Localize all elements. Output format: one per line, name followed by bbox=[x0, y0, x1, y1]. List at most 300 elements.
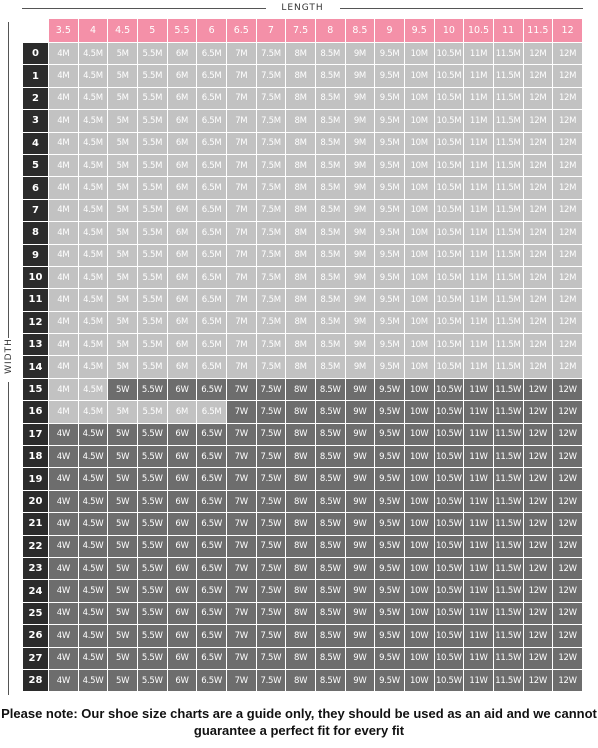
size-cell: 7.5W bbox=[256, 580, 286, 602]
size-cell: 6.5W bbox=[197, 602, 227, 624]
size-cell: 10M bbox=[404, 132, 434, 154]
size-cell: 4.5W bbox=[78, 468, 108, 490]
size-cell: 7.5M bbox=[256, 334, 286, 356]
size-cell: 8M bbox=[286, 154, 316, 176]
size-cell: 5W bbox=[108, 468, 138, 490]
size-cell: 5.5W bbox=[137, 490, 167, 512]
size-cell: 8W bbox=[286, 669, 316, 691]
size-cell: 11W bbox=[464, 468, 494, 490]
size-cell: 7.5M bbox=[256, 154, 286, 176]
size-cell: 8.5W bbox=[315, 401, 345, 423]
size-cell: 6.5W bbox=[197, 513, 227, 535]
size-cell: 12W bbox=[523, 423, 553, 445]
size-cell: 10W bbox=[404, 557, 434, 579]
size-cell: 5W bbox=[108, 669, 138, 691]
size-cell: 5M bbox=[108, 289, 138, 311]
size-cell: 7M bbox=[226, 289, 256, 311]
size-cell: 12W bbox=[523, 669, 553, 691]
size-cell: 11.5W bbox=[493, 446, 523, 468]
size-cell: 4M bbox=[49, 132, 79, 154]
size-cell: 6M bbox=[167, 199, 197, 221]
size-cell: 7.5M bbox=[256, 311, 286, 333]
size-cell: 10W bbox=[404, 401, 434, 423]
size-cell: 12W bbox=[523, 401, 553, 423]
size-cell: 6M bbox=[167, 289, 197, 311]
size-cell: 4.5M bbox=[78, 65, 108, 87]
size-cell: 8M bbox=[286, 199, 316, 221]
length-header-cell: 6.5 bbox=[226, 19, 256, 43]
size-cell: 9.5W bbox=[375, 647, 405, 669]
size-cell: 4W bbox=[49, 423, 79, 445]
size-cell: 9.5M bbox=[375, 132, 405, 154]
size-cell: 12W bbox=[523, 557, 553, 579]
size-cell: 11.5M bbox=[493, 244, 523, 266]
size-cell: 6M bbox=[167, 401, 197, 423]
size-cell: 6M bbox=[167, 65, 197, 87]
table-row bbox=[23, 289, 583, 311]
size-cell: 4W bbox=[49, 535, 79, 557]
size-cell: 10.5M bbox=[434, 110, 464, 132]
size-cell: 8.5M bbox=[315, 177, 345, 199]
size-cell: 7.5M bbox=[256, 43, 286, 65]
size-cell: 11M bbox=[464, 356, 494, 378]
length-header-cell: 9 bbox=[375, 19, 405, 43]
size-cell: 5.5W bbox=[137, 423, 167, 445]
size-cell: 5W bbox=[108, 378, 138, 400]
size-cell: 12M bbox=[553, 311, 583, 333]
size-cell: 8.5M bbox=[315, 356, 345, 378]
size-cell: 9.5W bbox=[375, 602, 405, 624]
size-cell: 11.5W bbox=[493, 647, 523, 669]
size-cell: 12W bbox=[523, 580, 553, 602]
size-cell: 10.5M bbox=[434, 43, 464, 65]
size-cell: 9M bbox=[345, 177, 375, 199]
table-row bbox=[23, 423, 583, 445]
size-cell: 9W bbox=[345, 580, 375, 602]
size-cell: 4W bbox=[49, 557, 79, 579]
size-cell: 8M bbox=[286, 334, 316, 356]
size-cell: 5.5M bbox=[137, 334, 167, 356]
table-row bbox=[23, 244, 583, 266]
size-cell: 12W bbox=[553, 625, 583, 647]
size-cell: 4W bbox=[49, 468, 79, 490]
length-header-cell: 5 bbox=[137, 19, 167, 43]
size-cell: 11M bbox=[464, 334, 494, 356]
size-cell: 12M bbox=[553, 65, 583, 87]
size-cell: 6W bbox=[167, 602, 197, 624]
size-cell: 5W bbox=[108, 602, 138, 624]
size-cell: 7W bbox=[226, 669, 256, 691]
size-cell: 8W bbox=[286, 602, 316, 624]
width-header-cell: 0 bbox=[23, 43, 49, 65]
size-cell: 9.5W bbox=[375, 580, 405, 602]
size-cell: 5M bbox=[108, 199, 138, 221]
size-cell: 8W bbox=[286, 580, 316, 602]
size-cell: 8W bbox=[286, 535, 316, 557]
size-cell: 4M bbox=[49, 244, 79, 266]
size-cell: 9M bbox=[345, 110, 375, 132]
size-cell: 11.5M bbox=[493, 222, 523, 244]
size-cell: 10M bbox=[404, 266, 434, 288]
size-cell: 6.5M bbox=[197, 289, 227, 311]
size-cell: 5.5M bbox=[137, 311, 167, 333]
size-cell: 7W bbox=[226, 625, 256, 647]
size-cell: 5.5M bbox=[137, 289, 167, 311]
size-cell: 11W bbox=[464, 513, 494, 535]
size-cell: 9.5W bbox=[375, 446, 405, 468]
width-header-cell: 11 bbox=[23, 289, 49, 311]
size-cell: 7.5W bbox=[256, 446, 286, 468]
size-cell: 10W bbox=[404, 423, 434, 445]
size-cell: 9M bbox=[345, 43, 375, 65]
size-cell: 4M bbox=[49, 311, 79, 333]
table-row bbox=[23, 557, 583, 579]
size-cell: 4W bbox=[49, 513, 79, 535]
size-cell: 11M bbox=[464, 43, 494, 65]
size-cell: 7.5M bbox=[256, 132, 286, 154]
size-cell: 6.5W bbox=[197, 490, 227, 512]
length-header-cell: 5.5 bbox=[167, 19, 197, 43]
width-header-cell: 9 bbox=[23, 244, 49, 266]
size-cell: 10.5M bbox=[434, 334, 464, 356]
table-row bbox=[23, 199, 583, 221]
size-cell: 10.5M bbox=[434, 154, 464, 176]
size-cell: 8.5M bbox=[315, 222, 345, 244]
size-cell: 9W bbox=[345, 423, 375, 445]
size-cell: 12W bbox=[553, 535, 583, 557]
size-cell: 4.5W bbox=[78, 580, 108, 602]
table-row bbox=[23, 602, 583, 624]
size-cell: 6W bbox=[167, 468, 197, 490]
size-cell: 7W bbox=[226, 535, 256, 557]
size-cell: 7W bbox=[226, 446, 256, 468]
size-cell: 4.5M bbox=[78, 222, 108, 244]
length-header-cell: 3.5 bbox=[49, 19, 79, 43]
size-cell: 11.5M bbox=[493, 289, 523, 311]
size-cell: 7W bbox=[226, 378, 256, 400]
size-cell: 5W bbox=[108, 490, 138, 512]
size-cell: 8W bbox=[286, 401, 316, 423]
table-row bbox=[23, 535, 583, 557]
size-cell: 4.5W bbox=[78, 423, 108, 445]
width-axis-label: WIDTH bbox=[4, 338, 14, 374]
table-row bbox=[23, 222, 583, 244]
size-cell: 12W bbox=[523, 446, 553, 468]
width-header-cell: 21 bbox=[23, 513, 49, 535]
size-cell: 12M bbox=[553, 356, 583, 378]
size-cell: 12W bbox=[553, 378, 583, 400]
size-cell: 4.5M bbox=[78, 154, 108, 176]
size-cell: 9W bbox=[345, 378, 375, 400]
size-cell: 11W bbox=[464, 647, 494, 669]
size-cell: 4.5M bbox=[78, 110, 108, 132]
size-cell: 10M bbox=[404, 177, 434, 199]
size-cell: 6W bbox=[167, 446, 197, 468]
size-cell: 9W bbox=[345, 669, 375, 691]
size-cell: 5.5M bbox=[137, 266, 167, 288]
length-header-cell: 11 bbox=[493, 19, 523, 43]
size-cell: 5.5W bbox=[137, 378, 167, 400]
size-cell: 4W bbox=[49, 580, 79, 602]
size-cell: 4M bbox=[49, 289, 79, 311]
width-header-cell: 16 bbox=[23, 401, 49, 423]
size-cell: 5.5M bbox=[137, 401, 167, 423]
size-cell: 4W bbox=[49, 625, 79, 647]
width-header-cell: 17 bbox=[23, 423, 49, 445]
size-cell: 4W bbox=[49, 647, 79, 669]
size-cell: 10.5W bbox=[434, 625, 464, 647]
size-cell: 12W bbox=[523, 513, 553, 535]
size-cell: 5.5W bbox=[137, 468, 167, 490]
size-cell: 10M bbox=[404, 87, 434, 109]
size-cell: 6.5M bbox=[197, 65, 227, 87]
size-cell: 6.5W bbox=[197, 669, 227, 691]
size-cell: 5W bbox=[108, 513, 138, 535]
size-cell: 7M bbox=[226, 199, 256, 221]
width-header-cell: 24 bbox=[23, 580, 49, 602]
size-cell: 10.5M bbox=[434, 289, 464, 311]
length-header-cell: 8.5 bbox=[345, 19, 375, 43]
size-cell: 11.5W bbox=[493, 513, 523, 535]
size-cell: 6.5M bbox=[197, 334, 227, 356]
size-cell: 11.5M bbox=[493, 266, 523, 288]
size-cell: 4M bbox=[49, 222, 79, 244]
size-cell: 7.5M bbox=[256, 199, 286, 221]
size-cell: 7W bbox=[226, 490, 256, 512]
size-cell: 12M bbox=[553, 43, 583, 65]
size-cell: 8.5M bbox=[315, 132, 345, 154]
size-cell: 10.5M bbox=[434, 222, 464, 244]
size-cell: 10W bbox=[404, 468, 434, 490]
size-cell: 10M bbox=[404, 199, 434, 221]
size-cell: 10.5M bbox=[434, 65, 464, 87]
size-cell: 6W bbox=[167, 557, 197, 579]
size-cell: 10.5M bbox=[434, 199, 464, 221]
size-cell: 5.5W bbox=[137, 446, 167, 468]
size-cell: 5.5M bbox=[137, 132, 167, 154]
size-cell: 4W bbox=[49, 669, 79, 691]
size-cell: 9.5W bbox=[375, 468, 405, 490]
size-cell: 4.5M bbox=[78, 132, 108, 154]
size-cell: 11.5W bbox=[493, 378, 523, 400]
size-cell: 10M bbox=[404, 43, 434, 65]
size-cell: 4M bbox=[49, 87, 79, 109]
size-cell: 7W bbox=[226, 580, 256, 602]
size-cell: 6.5W bbox=[197, 580, 227, 602]
size-cell: 8.5W bbox=[315, 669, 345, 691]
size-cell: 5.5M bbox=[137, 222, 167, 244]
size-cell: 6M bbox=[167, 154, 197, 176]
length-header-cell: 11.5 bbox=[523, 19, 553, 43]
size-cell: 4.5M bbox=[78, 334, 108, 356]
size-cell: 9.5W bbox=[375, 625, 405, 647]
size-cell: 4.5W bbox=[78, 535, 108, 557]
size-cell: 5.5W bbox=[137, 513, 167, 535]
size-cell: 4.5W bbox=[78, 625, 108, 647]
size-cell: 4M bbox=[49, 177, 79, 199]
size-cell: 6W bbox=[167, 535, 197, 557]
size-cell: 11.5M bbox=[493, 154, 523, 176]
table-row bbox=[23, 669, 583, 691]
size-cell: 10M bbox=[404, 110, 434, 132]
size-cell: 5W bbox=[108, 647, 138, 669]
size-cell: 6W bbox=[167, 378, 197, 400]
size-cell: 6W bbox=[167, 647, 197, 669]
size-cell: 11W bbox=[464, 535, 494, 557]
width-header-cell: 4 bbox=[23, 132, 49, 154]
size-cell: 9M bbox=[345, 289, 375, 311]
size-cell: 11.5M bbox=[493, 334, 523, 356]
size-cell: 8W bbox=[286, 468, 316, 490]
size-cell: 4.5M bbox=[78, 378, 108, 400]
size-cell: 9M bbox=[345, 87, 375, 109]
size-cell: 12W bbox=[523, 625, 553, 647]
size-cell: 9.5M bbox=[375, 43, 405, 65]
size-cell: 6W bbox=[167, 423, 197, 445]
size-cell: 12M bbox=[523, 132, 553, 154]
size-cell: 8.5M bbox=[315, 266, 345, 288]
size-cell: 10.5W bbox=[434, 378, 464, 400]
size-cell: 9.5W bbox=[375, 669, 405, 691]
size-cell: 12M bbox=[523, 334, 553, 356]
size-cell: 11M bbox=[464, 199, 494, 221]
size-cell: 4.5W bbox=[78, 602, 108, 624]
size-cell: 6.5M bbox=[197, 244, 227, 266]
size-cell: 4M bbox=[49, 334, 79, 356]
size-cell: 11M bbox=[464, 87, 494, 109]
size-cell: 9.5M bbox=[375, 65, 405, 87]
size-cell: 8.5M bbox=[315, 334, 345, 356]
size-cell: 12M bbox=[523, 65, 553, 87]
size-cell: 4.5M bbox=[78, 356, 108, 378]
size-cell: 9W bbox=[345, 446, 375, 468]
size-cell: 12M bbox=[523, 43, 553, 65]
size-cell: 12M bbox=[553, 110, 583, 132]
table-row bbox=[23, 490, 583, 512]
size-cell: 8M bbox=[286, 266, 316, 288]
size-cell: 10.5M bbox=[434, 266, 464, 288]
size-cell: 12W bbox=[553, 557, 583, 579]
size-cell: 11.5W bbox=[493, 535, 523, 557]
size-cell: 4M bbox=[49, 378, 79, 400]
size-cell: 7.5W bbox=[256, 468, 286, 490]
size-cell: 7.5M bbox=[256, 177, 286, 199]
width-header-cell: 20 bbox=[23, 490, 49, 512]
size-cell: 7.5M bbox=[256, 87, 286, 109]
size-cell: 10.5W bbox=[434, 446, 464, 468]
size-cell: 6M bbox=[167, 222, 197, 244]
size-cell: 5W bbox=[108, 557, 138, 579]
size-cell: 5.5M bbox=[137, 356, 167, 378]
size-cell: 10W bbox=[404, 535, 434, 557]
size-cell: 5M bbox=[108, 244, 138, 266]
size-cell: 12W bbox=[523, 535, 553, 557]
size-cell: 12M bbox=[553, 222, 583, 244]
size-cell: 12M bbox=[553, 244, 583, 266]
size-cell: 5M bbox=[108, 356, 138, 378]
size-cell: 12M bbox=[523, 289, 553, 311]
size-cell: 6.5M bbox=[197, 132, 227, 154]
size-cell: 7.5W bbox=[256, 557, 286, 579]
size-cell: 4.5M bbox=[78, 401, 108, 423]
size-cell: 5M bbox=[108, 65, 138, 87]
table-row bbox=[23, 513, 583, 535]
size-cell: 10W bbox=[404, 625, 434, 647]
size-cell: 12M bbox=[523, 177, 553, 199]
size-cell: 4.5W bbox=[78, 490, 108, 512]
size-cell: 10W bbox=[404, 513, 434, 535]
size-cell: 10.5W bbox=[434, 580, 464, 602]
shoe-size-chart bbox=[22, 18, 583, 692]
width-header-cell: 2 bbox=[23, 87, 49, 109]
size-cell: 8M bbox=[286, 244, 316, 266]
size-cell: 10.5W bbox=[434, 669, 464, 691]
size-cell: 10.5M bbox=[434, 132, 464, 154]
size-cell: 11.5W bbox=[493, 669, 523, 691]
size-cell: 8.5M bbox=[315, 110, 345, 132]
size-cell: 10.5W bbox=[434, 468, 464, 490]
size-cell: 7W bbox=[226, 602, 256, 624]
size-cell: 8W bbox=[286, 423, 316, 445]
size-cell: 12W bbox=[523, 647, 553, 669]
size-cell: 11W bbox=[464, 378, 494, 400]
size-cell: 8.5M bbox=[315, 87, 345, 109]
size-cell: 10M bbox=[404, 65, 434, 87]
size-cell: 9W bbox=[345, 625, 375, 647]
size-cell: 12M bbox=[523, 266, 553, 288]
size-cell: 4.5W bbox=[78, 647, 108, 669]
size-cell: 8.5M bbox=[315, 154, 345, 176]
size-cell: 5.5W bbox=[137, 647, 167, 669]
size-cell: 10W bbox=[404, 580, 434, 602]
size-cell: 6M bbox=[167, 266, 197, 288]
size-cell: 8.5M bbox=[315, 199, 345, 221]
table-row bbox=[23, 334, 583, 356]
size-cell: 12W bbox=[553, 580, 583, 602]
length-header-cell: 12 bbox=[553, 19, 583, 43]
size-cell: 5W bbox=[108, 625, 138, 647]
size-cell: 10W bbox=[404, 602, 434, 624]
size-cell: 11W bbox=[464, 557, 494, 579]
size-cell: 6W bbox=[167, 625, 197, 647]
size-cell: 8M bbox=[286, 289, 316, 311]
size-cell: 7M bbox=[226, 311, 256, 333]
size-cell: 5.5M bbox=[137, 43, 167, 65]
size-cell: 4M bbox=[49, 154, 79, 176]
size-cell: 7M bbox=[226, 43, 256, 65]
size-cell: 12W bbox=[523, 490, 553, 512]
size-cell: 4M bbox=[49, 266, 79, 288]
corner-cell bbox=[23, 19, 49, 43]
size-cell: 4M bbox=[49, 43, 79, 65]
size-cell: 7M bbox=[226, 132, 256, 154]
size-cell: 4.5W bbox=[78, 446, 108, 468]
size-cell: 4M bbox=[49, 356, 79, 378]
size-cell: 4M bbox=[49, 199, 79, 221]
size-cell: 9.5M bbox=[375, 177, 405, 199]
size-cell: 10.5W bbox=[434, 647, 464, 669]
size-cell: 6.5W bbox=[197, 423, 227, 445]
width-header-cell: 14 bbox=[23, 356, 49, 378]
size-cell: 12M bbox=[553, 289, 583, 311]
length-header-cell: 9.5 bbox=[404, 19, 434, 43]
width-header-cell: 26 bbox=[23, 625, 49, 647]
size-cell: 7.5W bbox=[256, 423, 286, 445]
size-cell: 9M bbox=[345, 244, 375, 266]
size-cell: 8.5W bbox=[315, 513, 345, 535]
size-cell: 12M bbox=[553, 87, 583, 109]
size-cell: 5.5M bbox=[137, 199, 167, 221]
